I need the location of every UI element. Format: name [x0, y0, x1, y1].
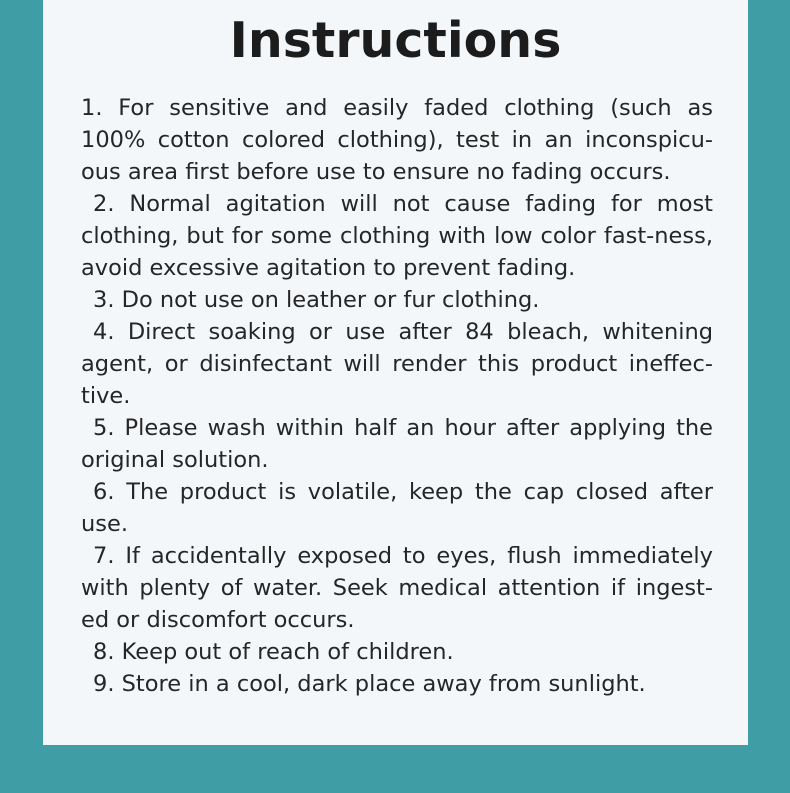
instruction-item-8: 8. Keep out of reach of children.	[93, 639, 454, 665]
instruction-item-5: 5. Please wash within half an hour after applying the original solution.	[81, 415, 713, 473]
instruction-item-6: 6. The product is volatile, keep the cap closed after use.	[81, 479, 713, 537]
instruction-item-1: 1. For sensitive and easily faded clothing (such as 100% cotton colored clothing), test in an inconspicu-ous area first before use to ensure no fading occurs.	[81, 95, 713, 185]
instruction-item-4: 4. Direct soaking or use after 84 bleach, whitening agent, or disinfectant will render this product ineffec-tive.	[81, 319, 713, 409]
instruction-item-7: 7. If accidentally exposed to eyes, flush immediately with plenty of water. Seek medical attention if ingest-ed or discomfort occurs.	[81, 543, 713, 633]
instruction-list	[81, 92, 713, 700]
instruction-item-9: 9. Store in a cool, dark place away from sunlight.	[93, 671, 646, 697]
instruction-item-3: 3. Do not use on leather or fur clothing.	[93, 287, 540, 313]
instructions-card	[43, 0, 748, 745]
instruction-item-2: 2. Normal agitation will not cause fading for most clothing, but for some clothing with low color fast-ness, avoid excessive agitation to prevent fading.	[81, 191, 713, 281]
page-title: Instructions	[229, 12, 562, 69]
